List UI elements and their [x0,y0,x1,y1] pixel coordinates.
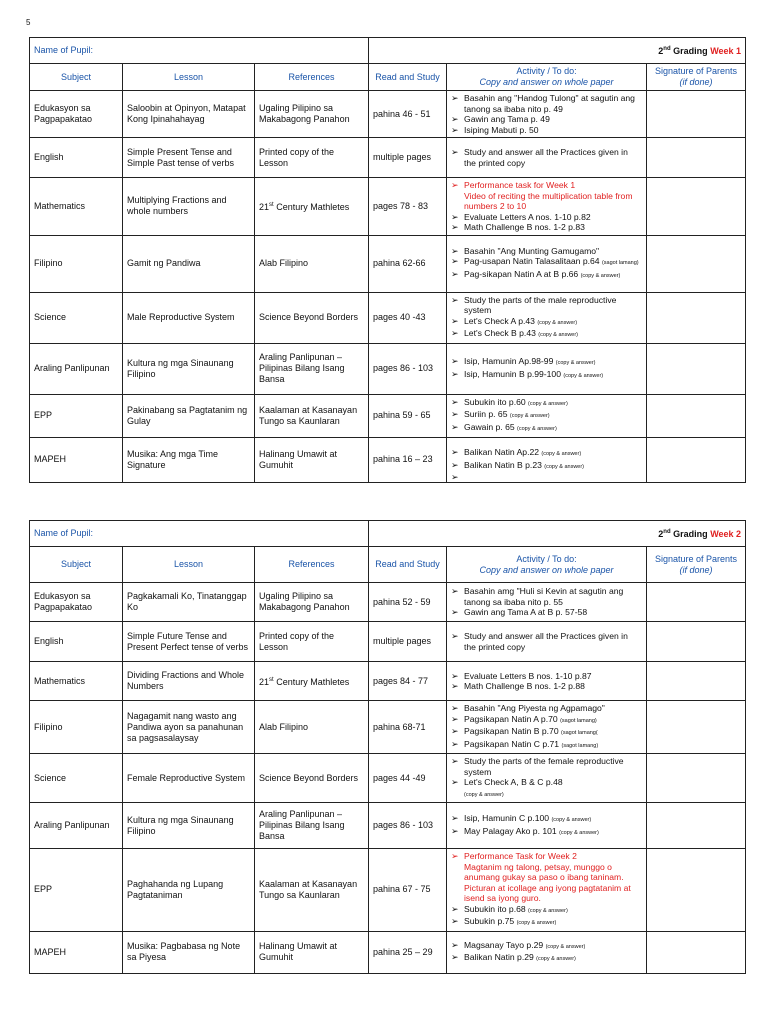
activity-item [451,826,642,839]
activity-item [451,777,642,788]
activity-note: (copy & answer) [541,451,582,457]
parent-signature-field[interactable] [647,622,746,662]
activity-text: Balikan Natin p.29 [464,952,534,962]
subject-cell: Science [30,754,123,803]
lesson-cell: Saloobin at Opinyon, Matapat Kong Ipinahahayag [123,91,255,138]
name-of-pupil-label: Name of Pupil: [34,45,94,55]
activity-note: (sagot lamang( [561,730,598,736]
lesson-cell: Paghahanda ng Lupang Pagtataniman [123,849,255,932]
activity-note: (copy & answer) [563,372,604,379]
activity-text: Math Challenge B nos. 1-2 p.83 [464,222,585,232]
lesson-cell: Musika: Pagbabasa ng Note sa Piyesa [123,931,255,973]
grading-ordinal: nd [663,46,671,52]
activity-text: Isip, Hamunin C p.100 [464,813,550,823]
subject-cell: Filipino [30,701,123,754]
activity-cell [447,178,647,236]
activity-item [451,93,642,114]
name-of-pupil-label: Name of Pupil: [34,528,94,538]
activity-text: Let's Check B p.43 [464,328,536,338]
column-header-lesson: Lesson [123,64,255,91]
subject-cell: Science [30,292,123,343]
read-and-study-cell: pages 78 - 83 [369,178,447,236]
activity-text: Magtanim ng talong, petsay, munggo o anumang gukay sa paso o ibang taninam. Picturan at icollage ang iyong pagtatanim at isend sa iyong guro. [464,861,631,903]
activity-text: Pag-usapan Natin Talasalitaan p.64 [464,256,600,267]
column-header-row [30,64,746,91]
table-row [30,91,746,138]
activity-text: Basahin ang "Handog Tulong" at sagutin ang tanong sa ibaba nito p. 49 [464,93,635,114]
parent-signature-field[interactable] [647,701,746,754]
references-cell: Ugaling Pilipino sa Makabagong Panahon [255,91,369,138]
read-and-study-cell: pages 40 -43 [369,292,447,343]
activity-cell [447,622,647,662]
activity-note: (copy & answer) [580,272,621,279]
read-and-study-cell: pahina 68-71 [369,701,447,754]
activity-item [451,256,642,269]
activity-note: (copy & answer) [537,319,578,326]
activity-item [451,739,642,752]
table-row [30,754,746,803]
activity-text: Study the parts of the female reproductive system [464,756,624,777]
activity-header-note: Copy and answer on whole paper [479,77,614,87]
activity-item [451,191,642,212]
activity-note: (copy & answer) [545,943,586,950]
column-header-signature [647,547,746,583]
activity-item [451,180,642,191]
signature-header-label: Signature of Parents [655,66,738,76]
column-header-read: Read and Study [369,547,447,583]
activity-item [451,295,642,316]
table-row [30,138,746,178]
parent-signature-field[interactable] [647,292,746,343]
read-and-study-cell: pahina 62-66 [369,235,447,292]
subject-cell: EPP [30,394,123,437]
activity-item [451,862,642,904]
references-cell: Kaalaman at Kasanayan Tungo sa Kaunlaran [255,394,369,437]
table-row [30,849,746,932]
activity-item [451,904,642,917]
activity-text: Suriin p. 65 [464,409,508,420]
week-label: Week 2 [710,529,742,539]
activity-text: Isip, Hamunin B p.99-100 [464,368,561,379]
activity-item [451,714,642,727]
references-cell: Halinang Umawit at Gumuhit [255,931,369,973]
activity-item [451,703,642,714]
name-of-pupil-field[interactable] [30,521,369,547]
activity-note: (sagot lamang) [561,742,599,749]
column-header-references: References [255,64,369,91]
references-cell: 21st Century Mathletes [255,178,369,236]
activity-item [451,813,642,826]
activity-text: May Palagay Ako p. 101 [464,825,557,836]
grading-number: 2 [658,529,664,539]
activity-item [451,269,642,282]
column-header-row [30,547,746,583]
activity-note: (copy & answer) [509,413,550,420]
activity-text: Evaluate Letters B nos. 1-10 p.87 [464,670,592,681]
subject-cell: Edukasyon sa Pagpapakatao [30,91,123,138]
activity-note: (copy & answer) [555,360,596,366]
name-of-pupil-field[interactable] [30,38,369,64]
activity-text: Video of reciting the multiplication table from numbers 2 to 10 [464,190,633,211]
activity-text: Basahin amg "Huli si Kevin at sagutin ang tanong sa ibaba nito p. 55 [464,586,624,607]
activity-cell [447,343,647,394]
read-and-study-cell: pages 84 - 77 [369,662,447,701]
activity-cell [447,583,647,622]
activity-item [451,356,642,369]
activity-note: (copy & answer) [559,829,599,836]
activity-text: Math Challenge B nos. 1-2 p.88 [464,681,585,691]
references-cell: Araling Panlipunan – Pilipinas Bilang Isang Bansa [255,343,369,394]
subject-cell: Filipino [30,235,123,292]
subject-cell: MAPEH [30,931,123,973]
activity-item [451,409,642,422]
parent-signature-field[interactable] [647,394,746,437]
activity-note: (copy & answer) [551,817,592,823]
read-and-study-cell: pahina 16 – 23 [369,437,447,482]
subject-cell: English [30,138,123,178]
lesson-cell: Multiplying Fractions and whole numbers [123,178,255,236]
lesson-cell: Kultura ng mga Sinaunang Filipino [123,803,255,849]
column-header-subject: Subject [30,64,123,91]
activity-header-label: Activity / To do: [516,553,577,564]
column-header-read: Read and Study [369,64,447,91]
table-row [30,701,746,754]
activity-text: Subukin ito p.68 [464,903,526,914]
table-row [30,662,746,701]
activity-item [451,940,642,953]
activity-text: Balikan Natin B p.23 [464,459,542,470]
grading-number: 2 [658,46,664,56]
week-2-table [29,520,746,974]
parent-signature-field[interactable] [647,583,746,622]
activity-text: Pagsikapan Natin B p.70 [464,726,559,736]
activity-text: Gawin ang Tama p. 49 [464,114,550,124]
activity-text: Subukin ito p.60 [464,396,526,407]
table-row [30,583,746,622]
references-cell: Science Beyond Borders [255,754,369,803]
activity-text: Performance task for Week 1 [464,180,576,190]
parent-signature-field[interactable] [647,662,746,701]
activity-cell [447,803,647,849]
table-row [30,178,746,236]
activity-note: (copy & answer) [528,907,568,914]
activity-item [451,125,642,136]
activity-text: Balikan Natin Ap.22 [464,447,540,457]
parent-signature-field[interactable] [647,803,746,849]
activity-cell [447,91,647,138]
activity-text: Gawain p. 65 [464,421,515,432]
lesson-cell: Simple Present Tense and Simple Past tense of verbs [123,138,255,178]
activity-text: Isip, Hamunin Ap.98-99 [464,356,554,366]
activity-item [451,369,642,382]
activity-text: Pagsikapan Natin C p.71 [464,738,560,749]
subject-cell: Edukasyon sa Pagpapakatao [30,583,123,622]
activity-item [451,586,642,607]
activity-text: Isiping Mabuti p. 50 [464,124,539,135]
lesson-cell: Dividing Fractions and Whole Numbers [123,662,255,701]
activity-item [451,147,642,168]
activity-item [451,671,642,682]
table-row [30,343,746,394]
read-and-study-cell: pahina 25 – 29 [369,931,447,973]
activity-cell [447,849,647,932]
read-and-study-cell: pahina 59 - 65 [369,394,447,437]
activity-item [451,607,642,618]
grading-week-title [369,521,746,547]
activity-cell [447,235,647,292]
references-cell: Ugaling Pilipino sa Makabagong Panahon [255,583,369,622]
activity-cell [447,394,647,437]
references-cell: Printed copy of the Lesson [255,138,369,178]
grading-word: Grading [673,529,708,539]
references-cell: Alab Filipino [255,235,369,292]
column-header-subject: Subject [30,547,123,583]
activity-note: (copy & answer) [517,425,557,432]
grading-word: Grading [673,46,708,56]
activity-item [451,447,642,460]
column-header-activity [447,547,647,583]
activity-note: (copy & answer) [464,791,504,798]
column-header-signature [647,64,746,91]
lesson-cell: Simple Future Tense and Present Perfect tense of verbs [123,622,255,662]
lesson-cell: Musika: Ang mga Time Signature [123,437,255,482]
grading-week-title [369,38,746,64]
activity-item [451,916,642,929]
parent-signature-field[interactable] [647,931,746,973]
activity-cell [447,437,647,482]
read-and-study-cell: pahina 52 - 59 [369,583,447,622]
references-cell: Printed copy of the Lesson [255,622,369,662]
parent-signature-field[interactable] [647,754,746,803]
lesson-cell: Nagagamit nang wasto ang Pandiwa ayon sa panahunan sa pagsasalaysay [123,701,255,754]
table-row [30,394,746,437]
activity-item [451,460,642,473]
page-number: 5 [26,18,31,27]
activity-header-note: Copy and answer on whole paper [479,564,614,575]
references-cell: Kaalaman at Kasanayan Tungo sa Kaunlaran [255,849,369,932]
subject-cell: Mathematics [30,662,123,701]
activity-item [451,114,642,125]
activity-item [451,328,642,341]
activity-text: Let's Check A, B & C p.48 [464,777,563,787]
table-row [30,931,746,973]
activity-item [451,851,642,862]
grading-ordinal: nd [663,529,671,535]
subject-cell: English [30,622,123,662]
activity-note: (copy & answer) [528,400,568,407]
activity-text: Pagsikapan Natin A p.70 [464,713,558,724]
activity-text: Basahin "Ang Munting Gamugamo" [464,245,600,256]
subject-cell: Mathematics [30,178,123,236]
parent-signature-field[interactable] [647,138,746,178]
activity-text: Performance Task for Week 2 [464,851,577,861]
activity-item [451,952,642,965]
parent-signature-field[interactable] [647,437,746,482]
activity-item [451,212,642,223]
activity-cell [447,931,647,973]
activity-item [451,397,642,410]
activity-item [451,681,642,692]
column-header-references: References [255,547,369,583]
references-cell: Science Beyond Borders [255,292,369,343]
table-row [30,292,746,343]
activity-cell [447,701,647,754]
read-and-study-cell: multiple pages [369,138,447,178]
references-cell: 21st Century Mathletes [255,662,369,701]
activity-text: Study and answer all the Practices given in the printed copy [464,147,628,168]
activity-text: Study and answer all the Practices given in the printed copy [464,631,628,652]
activity-note: (copy & answer) [536,956,576,962]
activity-cell [447,292,647,343]
week-label: Week 1 [710,46,742,56]
activity-text: Study the parts of the male reproductive system [464,294,617,315]
week-1-table [29,37,746,483]
parent-signature-field[interactable] [647,849,746,932]
activity-text: Gawin ang Tama A at B p. 57-58 [464,607,588,618]
signature-header-label: Signature of Parents [655,553,738,564]
activity-header-label: Activity / To do: [516,66,577,76]
lesson-cell: Kultura ng mga Sinaunang Filipino [123,343,255,394]
read-and-study-cell: pahina 46 - 51 [369,91,447,138]
activity-note: (copy & answer) [538,332,579,338]
references-cell: Alab Filipino [255,701,369,754]
read-and-study-cell: pahina 67 - 75 [369,849,447,932]
activity-text: Let's Check A p.43 [464,315,535,326]
lesson-cell: Female Reproductive System [123,754,255,803]
column-header-lesson: Lesson [123,547,255,583]
activity-text: Evaluate Letters A nos. 1-10 p.82 [464,211,591,222]
activity-text: Basahin "Ang Piyesta ng Agpamago" [464,703,605,713]
activity-text: Magsanay Tayo p.29 [464,939,544,950]
activity-note: (sagot lamang) [560,717,597,724]
lesson-cell: Pagkakamali Ko, Tinatanggap Ko [123,583,255,622]
subject-cell: Araling Panlipunan [30,343,123,394]
activity-item [451,246,642,257]
activity-item [451,631,642,652]
activity-cell [447,754,647,803]
signature-header-note: (if done) [679,564,713,575]
activity-item [451,788,642,801]
read-and-study-cell: pages 86 - 103 [369,803,447,849]
activity-note: (sagot lamang) [601,260,639,267]
signature-header-note: (if done) [679,77,713,87]
activity-cell [447,662,647,701]
column-header-activity [447,64,647,91]
parent-signature-field[interactable] [647,91,746,138]
activity-text: Pag-sikapan Natin A at B p.66 [464,268,579,279]
read-and-study-cell: multiple pages [369,622,447,662]
activity-text: Subukin p.75 [464,916,515,926]
activity-item [451,726,642,739]
parent-signature-field[interactable] [647,343,746,394]
subject-cell: EPP [30,849,123,932]
parent-signature-field[interactable] [647,178,746,236]
activity-item [451,316,642,329]
read-and-study-cell: pages 44 -49 [369,754,447,803]
activity-item [451,422,642,435]
subject-cell: Araling Panlipunan [30,803,123,849]
table-row [30,437,746,482]
subject-cell: MAPEH [30,437,123,482]
activity-note: (copy & answer) [516,920,557,926]
activity-item [451,222,642,233]
references-cell: Halinang Umawit at Gumuhit [255,437,369,482]
table-row [30,803,746,849]
activity-note: (copy & answer) [544,463,585,470]
activity-item [451,756,642,777]
table-row [30,235,746,292]
read-and-study-cell: pages 86 - 103 [369,343,447,394]
activity-cell [447,138,647,178]
lesson-cell: Pakinabang sa Pagtatanim ng Gulay [123,394,255,437]
table-row [30,622,746,662]
references-cell: Araling Panlipunan – Pilipinas Bilang Isang Bansa [255,803,369,849]
parent-signature-field[interactable] [647,235,746,292]
lesson-cell: Male Reproductive System [123,292,255,343]
lesson-cell: Gamit ng Pandiwa [123,235,255,292]
